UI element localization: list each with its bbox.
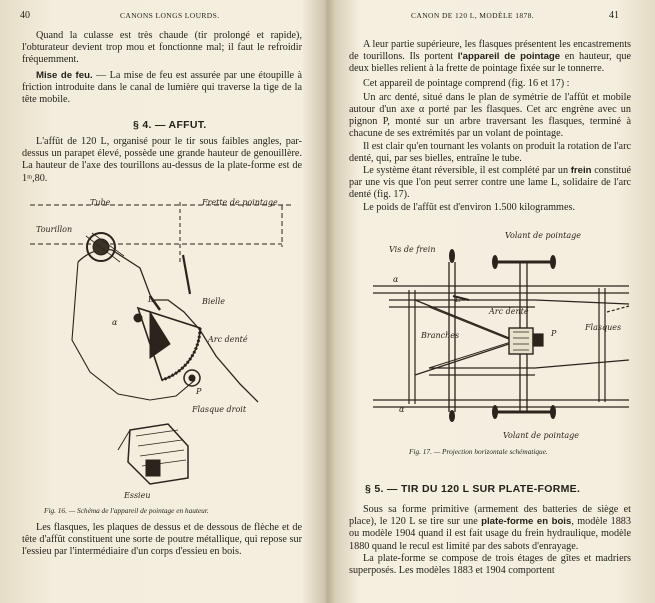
- paragraph-forme-primitive: [349, 504, 631, 553]
- alpha-axis-pivot: [134, 314, 142, 322]
- rail-bottom: [373, 400, 629, 407]
- label-bielle: Bielle: [202, 297, 226, 306]
- label-l: L: [148, 295, 154, 304]
- label-arc-dente: Arc denté: [489, 307, 529, 316]
- bold-appareil-de-pointage: l'appareil de pointage: [457, 51, 561, 63]
- essieu-square: [146, 460, 160, 476]
- mise-de-feu-text: — La mise de feu est assurée par une étoupille à friction introduite dans le canal de lumière qui traverse la tige de la tête mobile.: [22, 70, 302, 106]
- label-alpha: α: [112, 318, 118, 327]
- paragraph-arc-dente: Un arc denté, situé dans le plan de symétrie de l'affût et mobile autour d'un axe α porté par les flasques. Cet arc engrène avec un pignon P, monté sur un arbre traversant les flasques, terminé à chacune de ses extrémités par un volant de pointage.: [349, 91, 631, 140]
- right-page: [329, 0, 655, 603]
- flasque-lower-edge: [72, 262, 195, 400]
- left-para-3: [22, 522, 302, 559]
- left-page: [0, 0, 326, 603]
- text-segment: Le système étant réversible, il est complété par un: [363, 165, 571, 177]
- paragraph-affut: L'affût de 120 L, organisé pour le tir sous faibles angles, par-dessus un parapet élevé, possède une grande hauteur de genouillère. La hauteur de l'axe des tourillons au-dessus de la plate-forme est de 1ᵐ,80.: [22, 136, 302, 184]
- label-frette: Frette de pointage: [202, 198, 278, 207]
- paragraph-flasques: Les flasques, les plaques de dessus et de dessous de flèche et de tête d'affût constituent une sorte de poutre métallique, qui repose sur l'essieu par l'intermédiaire d'un corps d'essieu en bois.: [22, 522, 302, 558]
- figure-17-caption: Fig. 17. — Projection horizontale schématique.: [409, 447, 548, 456]
- flasque-edge: [78, 250, 258, 403]
- section-heading-affut: § 4. — AFFUT.: [133, 119, 207, 131]
- vis-handle: [449, 410, 455, 422]
- text-segment: A leur partie supérieure, les flasques présentent les encastrements de tourillons. Ils portent: [349, 39, 631, 63]
- arc-dente-hub: [150, 312, 170, 358]
- volant-knob: [492, 255, 498, 269]
- label-flasque-droit: Flasque droit: [192, 405, 247, 414]
- flasques-hint: [607, 306, 629, 312]
- bold-frein: frein: [570, 165, 592, 177]
- label-vis-de-frein: Vis de frein: [389, 245, 436, 254]
- text-segment: Sous sa forme primitive (armement des batteries de siège et place), le 120 L se tire sur une: [349, 504, 631, 528]
- text-segment: , modèle 1883 ou modèle 1904 quand il est fait usage du frein hydraulique, modèle 1880 quand le recul est limité par des sabots d'enrayage.: [349, 516, 631, 552]
- label-volant-top: Volant de pointage: [505, 231, 581, 240]
- text-segment: constitué par une vis que l'on peut serrer contre une lame L, solidaire de l'arc denté (fig. 17).: [349, 165, 631, 201]
- cross-member-right: [599, 288, 605, 402]
- right-page-number: 41: [609, 10, 619, 21]
- left-running-head: CANONS LONGS LOURDS.: [120, 11, 220, 20]
- vis-handle: [449, 249, 455, 263]
- volant-knob: [492, 405, 498, 419]
- paragraph-poids: Le poids de l'affût est d'environ 1.500 kilogrammes.: [363, 201, 576, 213]
- label-l: L: [455, 295, 461, 304]
- label-alpha-top: α: [393, 275, 399, 284]
- paragraph-culasse: Quand la culasse est très chaude (tir prolongé et rapide), l'obturateur devient trop mou et fonctionne mal; il faut le refroidir fréquemment.: [22, 30, 302, 66]
- pignon-p-center: [189, 375, 195, 381]
- arc-dente-teeth: [162, 328, 200, 380]
- paragraph-plate-forme: La plate-forme se compose de trois étages de gîtes et madriers superposés. Les modèles 1883 et 1904 comportent: [349, 552, 631, 577]
- label-tourillon: Tourillon: [36, 225, 73, 234]
- bold-plate-forme-en-bois: plate-forme en bois: [481, 516, 572, 528]
- paragraph-volants: Il est clair qu'en tournant les volants on produit la rotation de l'arc denté, qui, par ses bielles, entraîne le tube.: [349, 140, 631, 164]
- volant-knob: [550, 405, 556, 419]
- label-tube: Tube: [90, 198, 111, 207]
- mise-de-feu-label: Mise de feu.: [36, 70, 93, 81]
- label-essieu: Essieu: [124, 491, 151, 500]
- figure-16-caption: Fig. 16. — Schéma de l'appareil de pointage en hauteur.: [44, 506, 209, 515]
- rail-top: [373, 286, 629, 293]
- section-heading-tir: § 5. — TIR DU 120 L SUR PLATE-FORME.: [365, 483, 581, 495]
- label-flasques: Flasques: [585, 323, 622, 332]
- label-p: P: [196, 387, 202, 396]
- label-volant-bottom: Volant de pointage: [503, 431, 579, 440]
- volant-knob: [550, 255, 556, 269]
- text-segment: en hauteur, que deux bielles relient à la frette de pointage fixée sur le tonnerre.: [349, 51, 631, 75]
- left-page-number: 40: [20, 10, 30, 21]
- paragraph-appareil: Cet appareil de pointage comprend (fig. 16 et 17) :: [363, 77, 570, 89]
- label-p: P: [551, 329, 557, 338]
- label-alpha-bottom: α: [399, 405, 405, 414]
- label-branches: Branches: [421, 331, 460, 340]
- right-text-block-2: [349, 504, 631, 577]
- right-running-head: CANON DE 120 L, MODÈLE 1878.: [411, 11, 535, 20]
- bielle-rod: [183, 255, 190, 294]
- label-arc-dente: Arc denté: [208, 335, 248, 344]
- pignon-p: [533, 334, 543, 346]
